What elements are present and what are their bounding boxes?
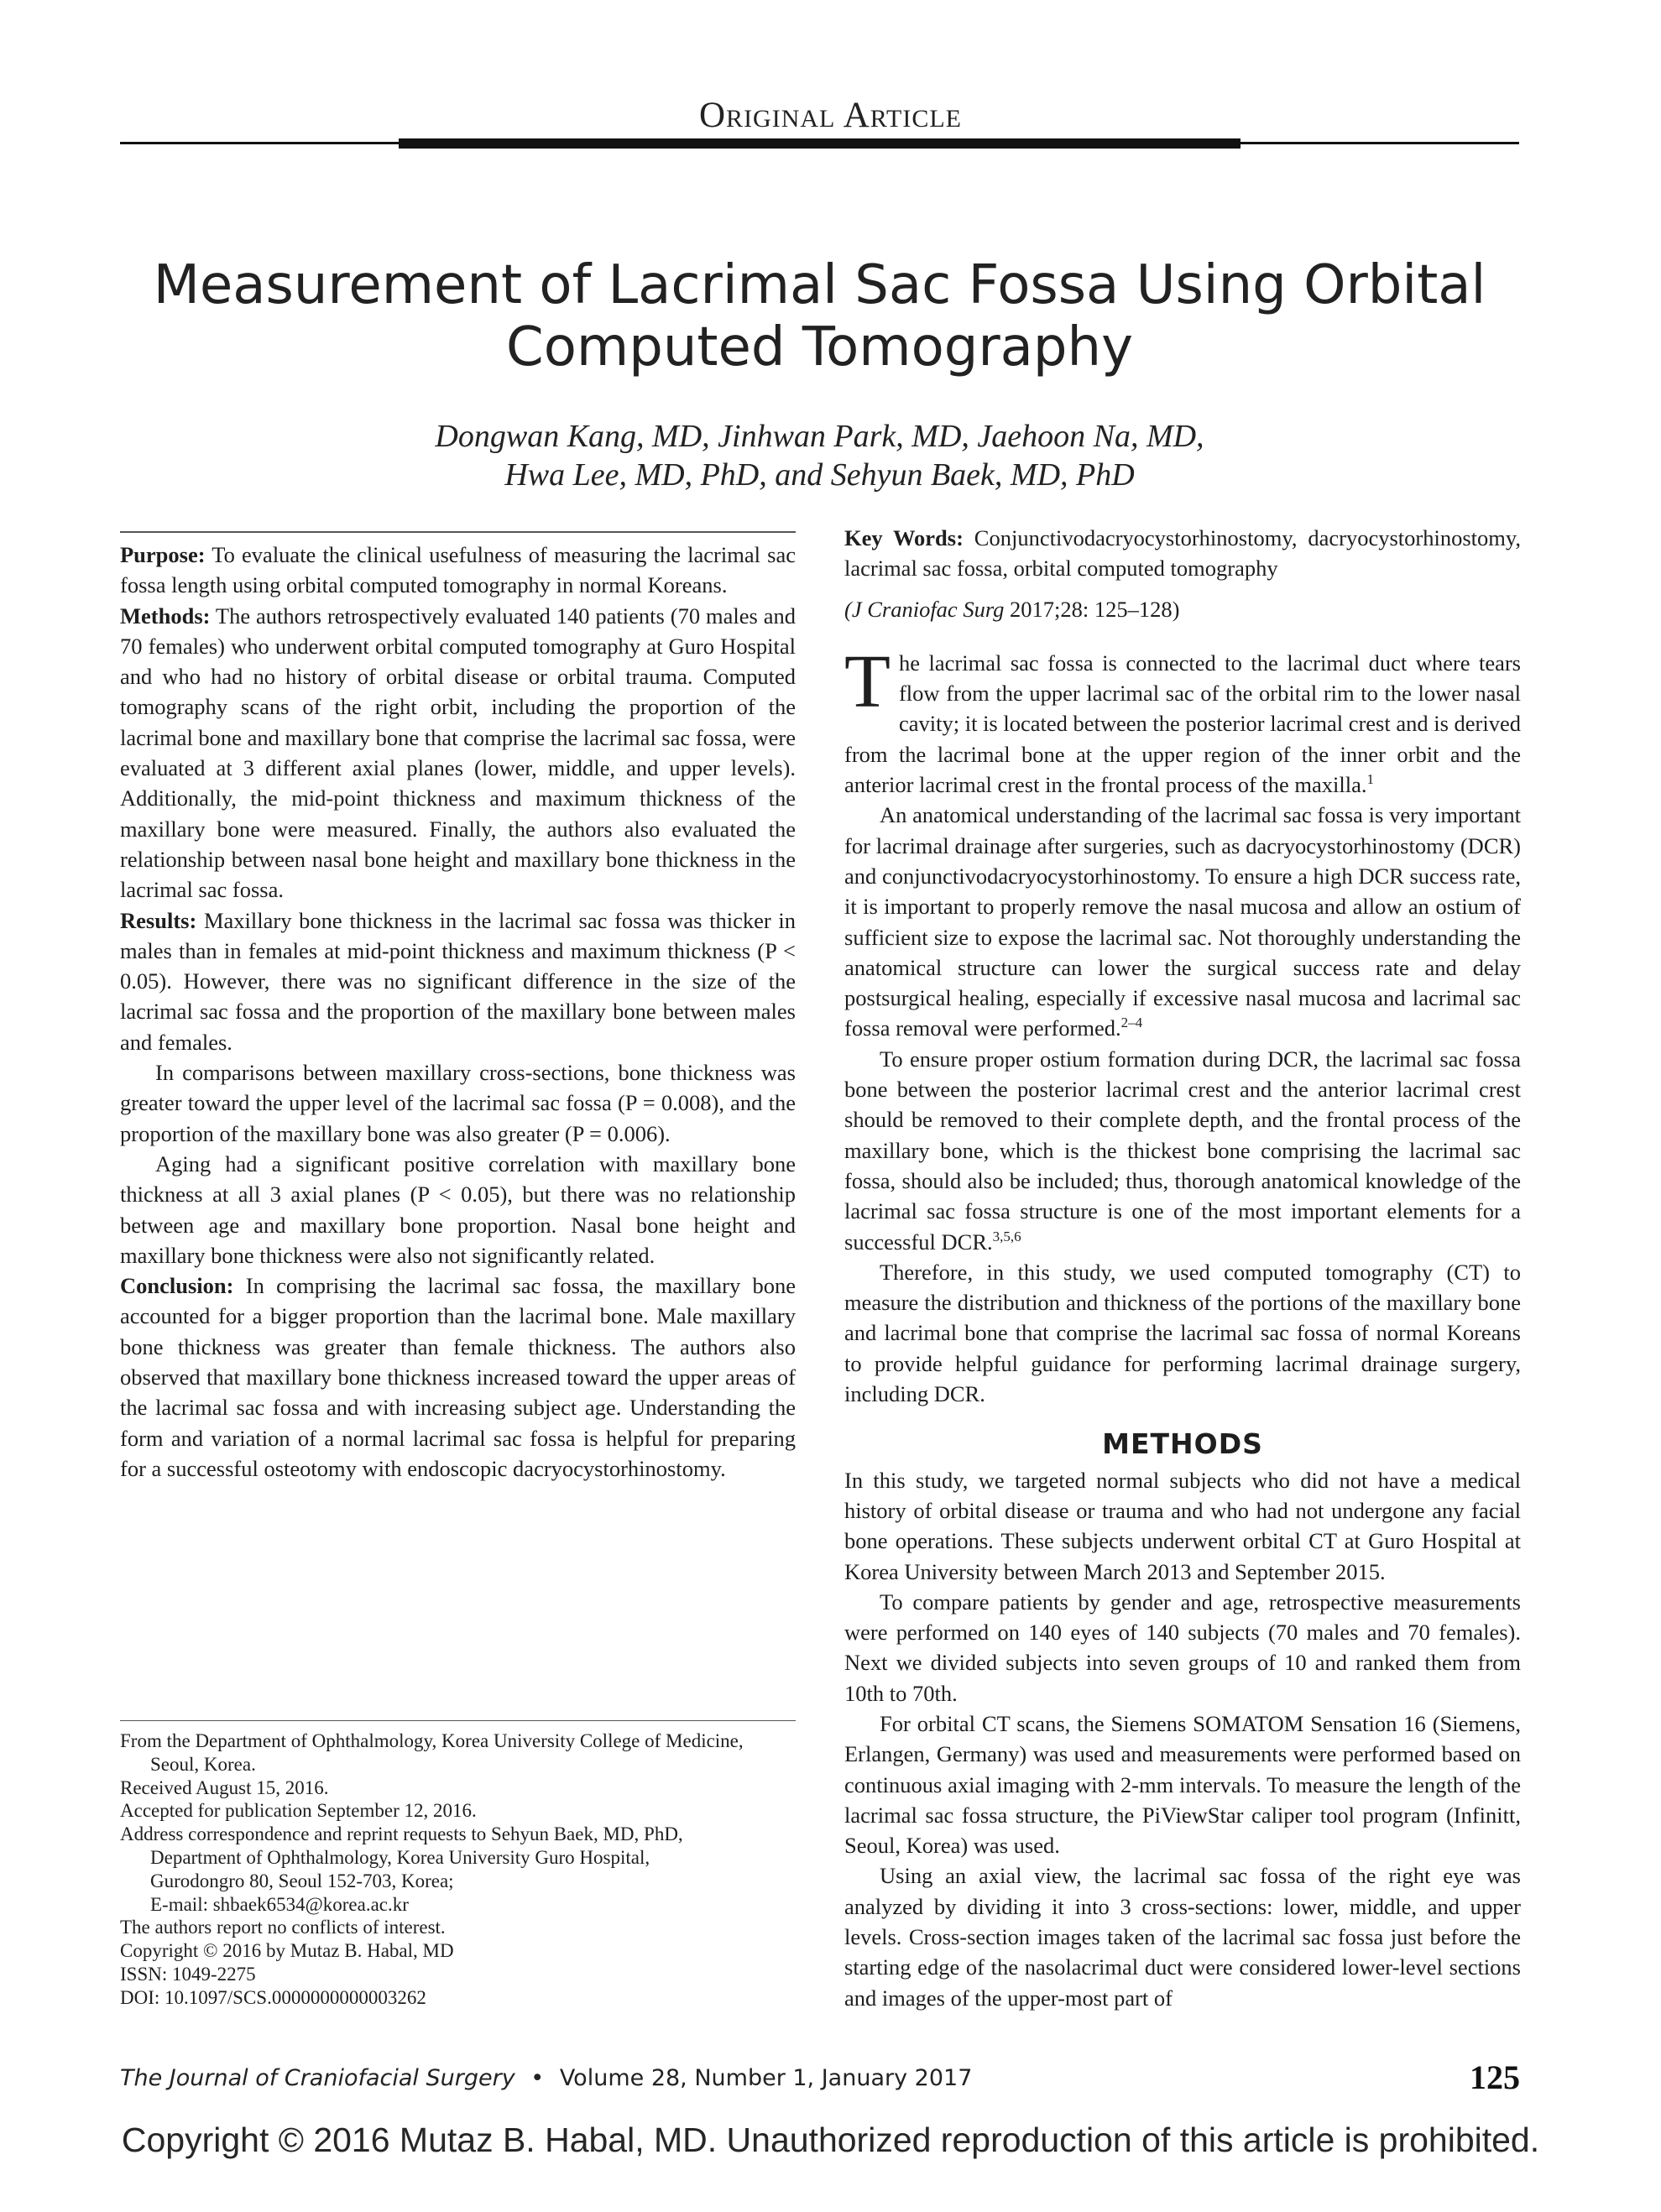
article-title: Measurement of Lacrimal Sac Fossa Using Orbital Computed Tomography [153, 254, 1486, 378]
reference-marker[interactable]: 1 [1366, 771, 1375, 788]
footnote-accepted: Accepted for publication September 12, 2016. [120, 1800, 477, 1822]
address-line: Address correspondence and reprint requests to Sehyun Baek, MD, PhD, [120, 1823, 683, 1845]
intro-text: An anatomical understanding of the lacrimal sac fossa is very important for lacrimal drainage after surgeries, such as dacryocystorhinostomy (DCR) and conjunctivodacryocystorhinostomy. To ensure a high DCR success rate, it is important to properly remove the nasal mucosa and allow an ostium of sufficient size to expose the lacrimal sac. Not thoroughly understanding the anatomical structure can lower the surgical success rate and delay postsurgical healing, especially if excessive nasal mucosa and lacrimal sac fossa removal were performed. [844, 802, 1521, 1041]
keywords [844, 523, 1521, 584]
intro-text: To ensure proper ostium formation during DCR, the lacrimal sac fossa bone between the posterior lacrimal crest and the anterior lacrimal crest should be removed to their complete depth, and the frontal process of the maxillary bone, which is the thickest bone comprising the lacrimal sac fossa, should also be included; thus, thorough anatomical knowledge of the lacrimal sac fossa structure is one of the most important elements for a successful DCR. [844, 1046, 1521, 1255]
abstract [120, 540, 796, 1484]
journal-name: The Journal of Craniofacial Surgery [120, 2065, 515, 2091]
methods-paragraph: To compare patients by gender and age, retrospective measurements were performed on 140 eyes of 140 subjects (70 males and 70 females). Next we divided subjects into seven groups of 10 and ranked them from 10th to 70th. [844, 1589, 1521, 1706]
issue-info: Volume 28, Number 1, January 2017 [559, 2065, 973, 2091]
abstract-conclusion [120, 1270, 796, 1484]
footnote-conflicts: The authors report no conflicts of interest. [120, 1917, 446, 1938]
footnote-affiliation: From the Department of Ophthalmology, Korea University College of Medicine, Seoul, Korea. [120, 1730, 744, 1775]
address-line: Gurodongro 80, Seoul 152-703, Korea; [150, 1870, 454, 1891]
address-email[interactable]: E-mail: shbaek6534@korea.ac.kr [150, 1893, 409, 1915]
page-number: 125 [1470, 2058, 1520, 2096]
authors-line: Dongwan Kang, MD, Jinhwan Park, MD, Jaehoon Na, MD, [435, 419, 1204, 454]
intro-paragraph [844, 639, 1521, 800]
address-line: Department of Ophthalmology, Korea University Guro Hospital, [150, 1846, 650, 1868]
conclusion-text: In comprising the lacrimal sac fossa, the maxillary bone accounted for a bigger proportion than the lacrimal bone. Male maxillary bone thickness was greater than female thickness. The authors also observed that maxillary bone thickness increased toward the upper areas of the lacrimal sac fossa and with increasing subject age. Understanding the form and variation of a normal lacrimal sac fossa is helpful for preparing for a successful osteotomy with endoscopic dacryocystorhinostomy. [120, 1273, 796, 1481]
body-right-column [844, 523, 1521, 2013]
copyright-notice: Copyright © 2016 Mutaz B. Habal, MD. Unauthorized reproduction of this article is prohibited. [121, 2121, 1540, 2159]
footnote-received: Received August 15, 2016. [120, 1776, 329, 1798]
footnote-issn: ISSN: 1049-2275 [120, 1963, 256, 1985]
conclusion-label: Conclusion: [120, 1273, 234, 1299]
methods-heading: METHODS [1102, 1427, 1263, 1461]
author-list [120, 417, 1519, 494]
abstract-results [120, 905, 796, 1057]
reference-marker[interactable]: 2–4 [1120, 1015, 1143, 1031]
methods-text: The authors retrospectively evaluated 140 patients (70 males and 70 females) who underwent orbital computed tomography at Guro Hospital and who had no history of orbital disease or orbital trauma. Computed tomography scans of the right orbit, including the proportion of the lacrimal bone and maxillary bone that comprise the lacrimal sac fossa, were evaluated at 3 different axial planes (lower, middle, and upper levels). Additionally, the mid-point thickness and maximum thickness of the maxillary bone were measured. Finally, the authors also evaluated the relationship between nasal bone height and maxillary bone thickness in the lacrimal sac fossa. [120, 603, 796, 903]
section-label: Original Article [699, 96, 962, 135]
keywords-text: Conjunctivodacryocystorhinostomy, dacryocystorhinostomy, lacrimal sac fossa, orbital computed tomography [844, 525, 1522, 582]
article-footnotes [120, 1729, 796, 2010]
abstract-results-paragraph: In comparisons between maxillary cross-sections, bone thickness was greater toward the upper level of the lacrimal sac fossa (P = 0.008), and the proportion of the maxillary bone was also greater (P = 0.006). [120, 1060, 796, 1146]
results-text: Maxillary bone thickness in the lacrimal sac fossa was thicker in males than in females at mid-point thickness and maximum thickness (P < 0.05). However, there was no significant difference in the size of the lacrimal sac fossa and the proportion of the maxillary bone between males and females. [120, 907, 797, 1055]
methods-paragraph: For orbital CT scans, the Siemens SOMATOM Sensation 16 (Siemens, Erlangen, Germany) was used and measurements were performed based on continuous axial imaging with 2-mm intervals. To measure the length of the lacrimal sac fossa structure, the PiViewStar caliper tool program (Infinitt, Seoul, Korea) was used. [844, 1710, 1521, 1859]
footnote-copyright: Copyright © 2016 by Mutaz B. Habal, MD [120, 1940, 454, 1962]
methods-paragraph: Using an axial view, the lacrimal sac fossa of the right eye was analyzed by dividing it into 3 cross-sections: lower, middle, and upper levels. Cross-section images taken of the lacrimal sac fossa just before the starting edge of the nasolacrimal duct were considered lower-level sections and images of the upper-most part of [844, 1863, 1521, 2011]
footnote-doi[interactable]: DOI: 10.1097/SCS.0000000000003262 [120, 1986, 426, 2008]
header-rule-accent [399, 138, 1241, 149]
citation-journal: J Craniofac Surg [851, 596, 1005, 622]
methods-label: Methods: [120, 603, 211, 629]
purpose-text: To evaluate the clinical usefulness of measuring the lacrimal sac fossa length using orbital computed tomography in normal Koreans. [120, 542, 796, 598]
citation: (J Craniofac Surg 2017;28: 125–128) [844, 596, 1180, 622]
footnote-rule [120, 1720, 796, 1721]
keywords-label: Key Words: [844, 525, 964, 550]
reference-marker[interactable]: 3,5,6 [992, 1228, 1021, 1244]
drop-cap: T [844, 639, 891, 723]
methods-paragraph: In this study, we targeted normal subjects who did not have a medical history of orbital disease or trauma and who had not undergone any facial bone operations. These subjects underwent orbital CT at Guro Hospital at Korea University between March 2013 and September 2015. [844, 1467, 1521, 1584]
abstract-methods [120, 601, 796, 905]
authors-line: Hwa Lee, MD, PhD, and Sehyun Baek, MD, PhD [504, 457, 1135, 493]
intro-paragraph [844, 1044, 1521, 1257]
purpose-label: Purpose: [120, 542, 206, 567]
intro-paragraph: Therefore, in this study, we used computed tomography (CT) to measure the distribution and thickness of the portions of the maxillary bone and lacrimal bone that comprise the lacrimal sac fossa of normal Koreans to provide helpful guidance for performing lacrimal drainage surgery, including DCR. [844, 1259, 1521, 1407]
intro-paragraph [844, 800, 1521, 1043]
abstract-top-rule [120, 531, 796, 533]
abstract-results-paragraph: Aging had a significant positive correlation with maxillary bone thickness at all 3 axial planes (P < 0.05), but there was no relationship between age and maxillary bone proportion. Nasal bone height and maxillary bone thickness were also not significantly related. [120, 1150, 796, 1268]
intro-text: he lacrimal sac fossa is connected to the lacrimal duct where tears flow from the upper lacrimal sac of the orbital rim to the lower nasal cavity; it is located between the posterior lacrimal crest and is derived from the lacrimal bone at the upper region of the inner orbit and the anterior lacrimal crest in the frontal process of the maxilla. [844, 650, 1521, 798]
results-label: Results: [120, 907, 197, 933]
footnote-address [120, 1823, 796, 1916]
footer-bullet: • [530, 2065, 545, 2091]
running-footer [120, 2065, 972, 2091]
citation-details: 2017;28: 125–128) [1010, 596, 1180, 622]
abstract-purpose [120, 540, 796, 601]
